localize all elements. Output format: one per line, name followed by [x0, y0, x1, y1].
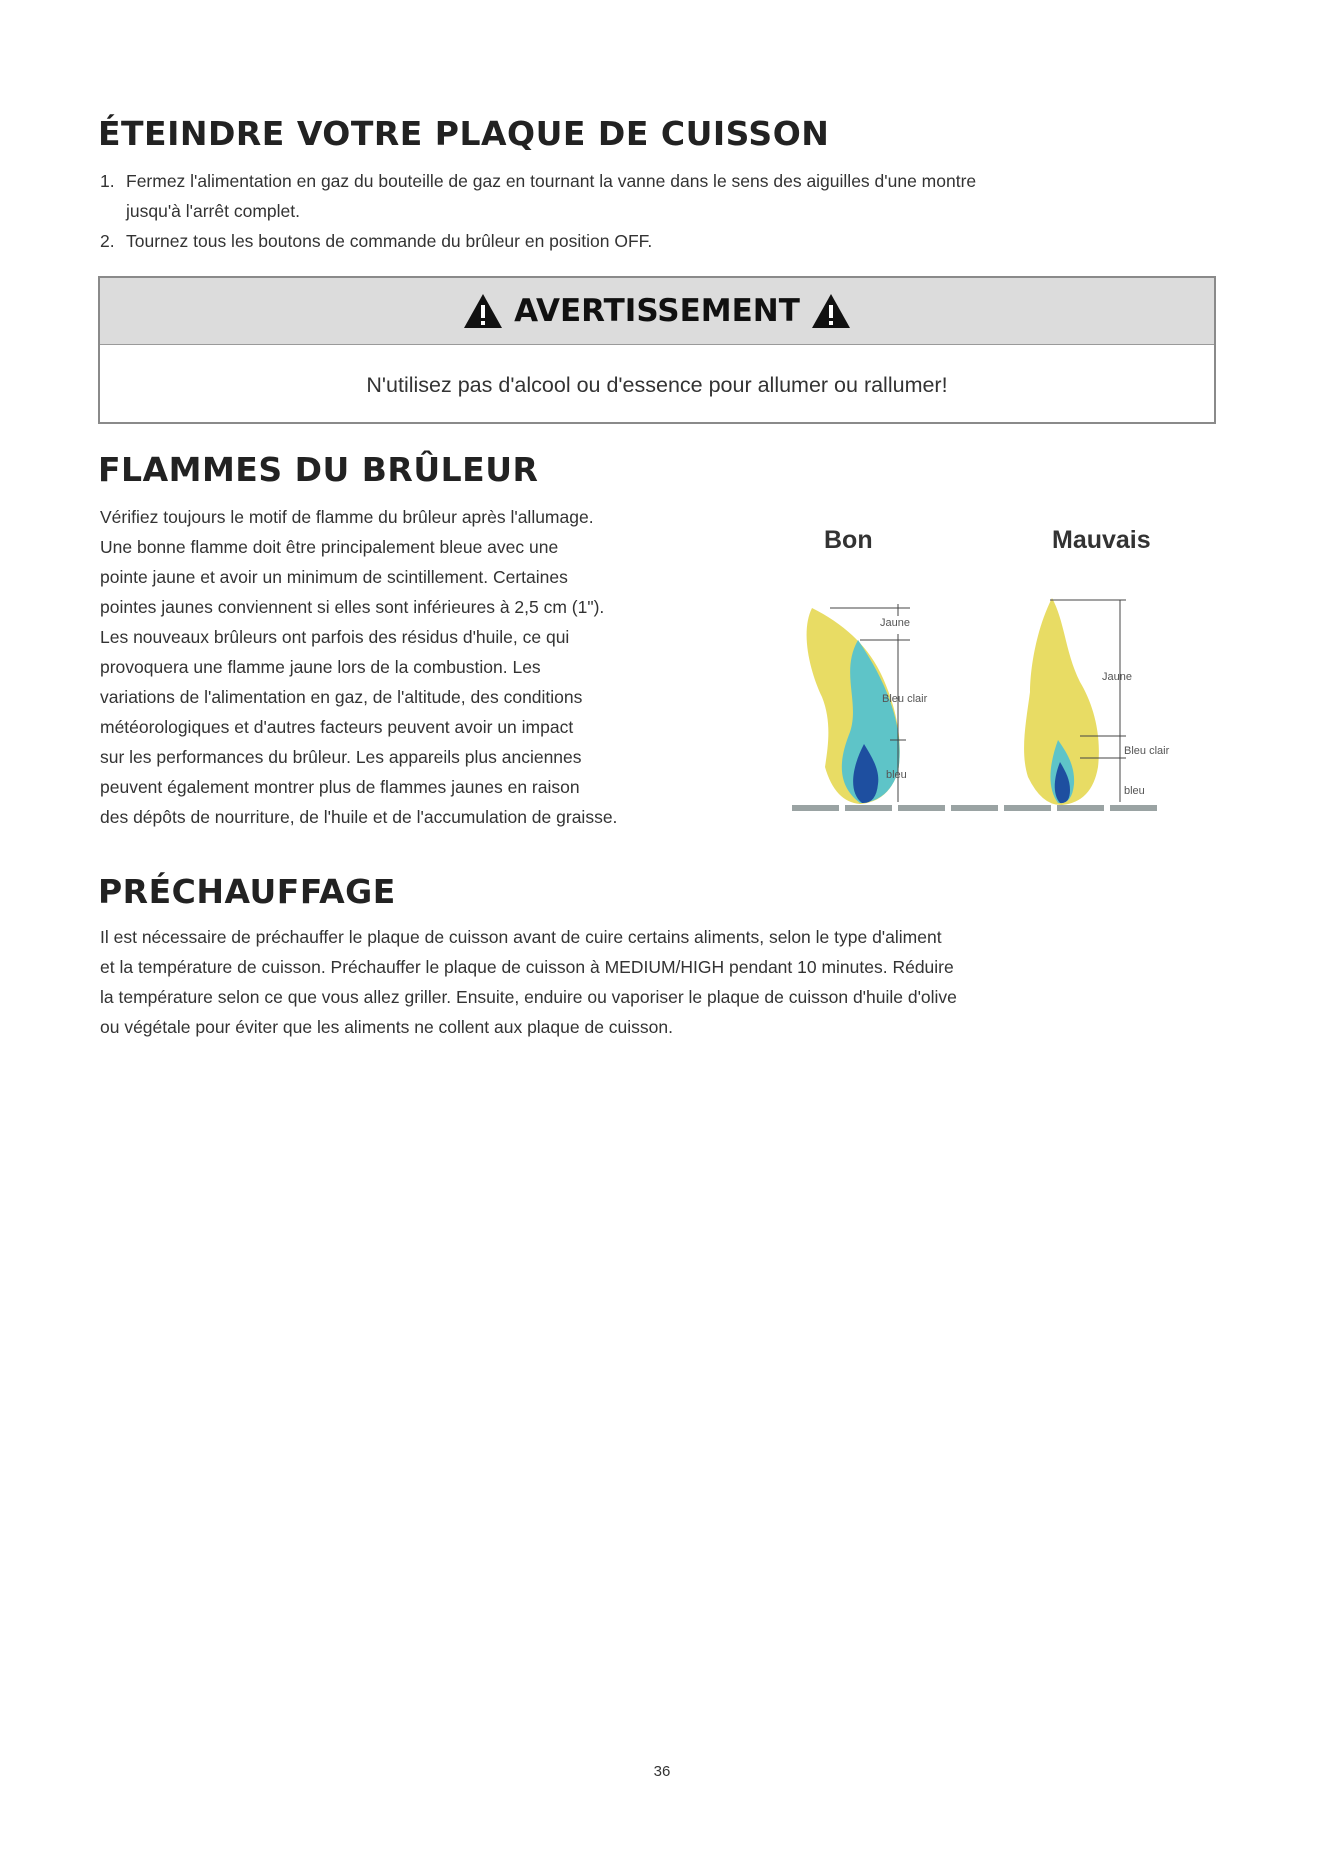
text-line: Vérifiez toujours le motif de flamme du brûleur après l'allumage.	[100, 507, 594, 527]
text-line: Les nouveaux brûleurs ont parfois des résidus d'huile, ce qui	[100, 627, 570, 647]
step-item	[100, 226, 1230, 256]
step-line: Tournez tous les boutons de commande du brûleur en position OFF.	[126, 231, 653, 251]
bad-light-blue-zone-label: Bleu clair	[1124, 745, 1170, 757]
text-line: pointes jaunes conviennent si elles sont inférieures à 2,5 cm (1").	[100, 597, 605, 617]
flame-illustration	[780, 522, 1170, 822]
warning-title: AVERTISSEMENT	[514, 293, 800, 329]
warning-triangle-icon	[810, 292, 852, 330]
good-yellow-zone-label: Jaune	[880, 617, 910, 629]
preheat-paragraph	[100, 922, 1230, 1042]
warning-triangle-icon	[462, 292, 504, 330]
bad-blue-zone-label: bleu	[1124, 785, 1145, 797]
warning-text: N'utilisez pas d'alcool ou d'essence pour allumer ou rallumer!	[366, 372, 948, 397]
bad-flame-label: Mauvais	[1052, 526, 1151, 554]
page-number: 36	[653, 1763, 671, 1780]
text-line: variations de l'alimentation en gaz, de l'altitude, des conditions	[100, 687, 583, 707]
text-line: pointe jaune et avoir un minimum de scintillement. Certaines	[100, 567, 568, 587]
section-title-burner-flames: FLAMMES DU BRÛLEUR	[98, 450, 539, 489]
text-line: ou végétale pour éviter que les aliments ne collent aux plaque de cuisson.	[100, 1017, 674, 1037]
step-line: Fermez l'alimentation en gaz du bouteille de gaz en tournant la vanne dans le sens des aiguilles d'une montre	[126, 171, 977, 191]
warning-box	[98, 276, 1216, 424]
turn-off-steps	[100, 166, 1230, 256]
text-line: provoquera une flamme jaune lors de la combustion. Les	[100, 657, 541, 677]
text-line: et la température de cuisson. Préchauffer le plaque de cuisson à MEDIUM/HIGH pendant 10 minutes. Réduire	[100, 957, 954, 977]
flame-paragraph	[100, 502, 780, 832]
text-line: peuvent également montrer plus de flammes jaunes en raison	[100, 777, 580, 797]
section-title-turn-off: ÉTEINDRE VOTRE PLAQUE DE CUISSON	[98, 114, 830, 153]
step-item	[100, 166, 1230, 226]
step-number: 1.	[100, 171, 115, 191]
text-line: sur les performances du brûleur. Les appareils plus anciennes	[100, 747, 582, 767]
burner-grate	[792, 805, 1157, 811]
text-line: Il est nécessaire de préchauffer le plaque de cuisson avant de cuire certains aliments, selon le type d'aliment	[100, 927, 942, 947]
text-line: la température selon ce que vous allez griller. Ensuite, enduire ou vaporiser le plaque de cuisson d'huile d'olive	[100, 987, 957, 1007]
step-line: jusqu'à l'arrêt complet.	[126, 201, 300, 221]
flame-diagram	[780, 522, 1170, 822]
text-line: météorologiques et d'autres facteurs peuvent avoir un impact	[100, 717, 574, 737]
good-flame-label: Bon	[824, 526, 873, 554]
bad-yellow-zone-label: Jaune	[1102, 671, 1132, 683]
warning-header	[100, 278, 1214, 345]
text-line: des dépôts de nourriture, de l'huile et de l'accumulation de graisse.	[100, 807, 618, 827]
bad-flame	[1024, 598, 1099, 805]
good-blue-zone-label: bleu	[886, 769, 907, 781]
section-title-preheating: PRÉCHAUFFAGE	[98, 872, 396, 911]
text-line: Une bonne flamme doit être principalement bleue avec une	[100, 537, 559, 557]
good-light-blue-zone-label: Bleu clair	[882, 693, 928, 705]
step-number: 2.	[100, 231, 115, 251]
